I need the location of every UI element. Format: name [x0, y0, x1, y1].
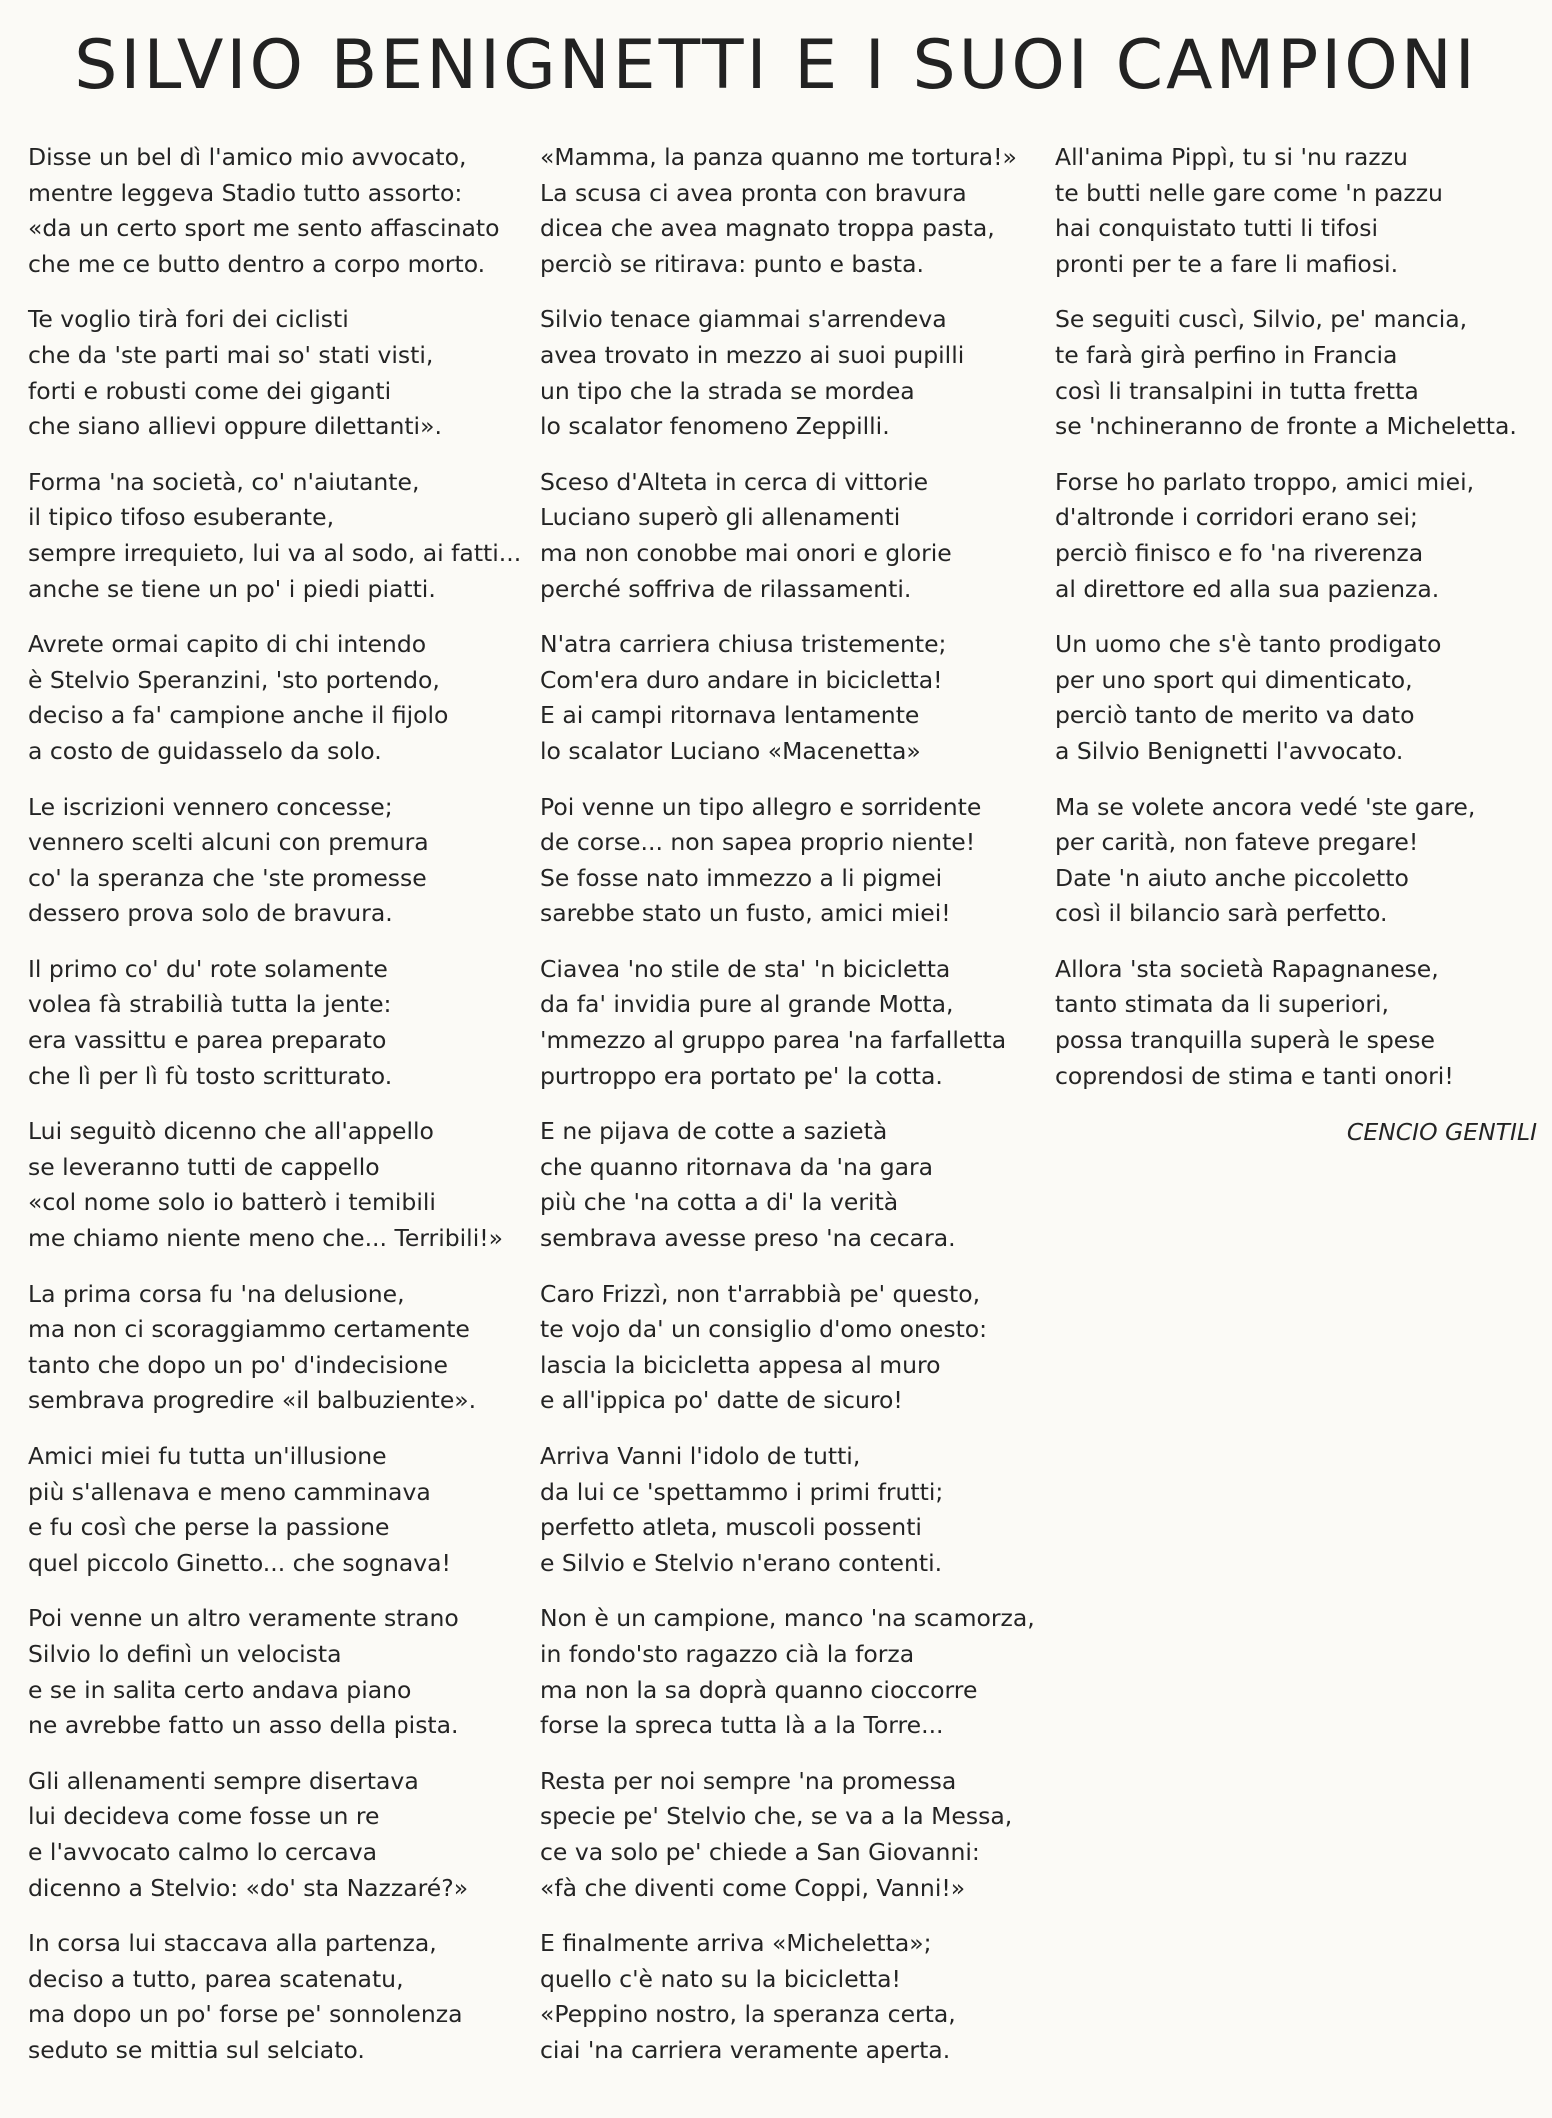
verse-line: un tipo che la strada se mordea — [540, 376, 915, 405]
stanza — [540, 1764, 1050, 1906]
verse-line: per uno sport qui dimenticato, — [1055, 665, 1413, 694]
verse-line: «Mamma, la panza quanno me tortura!» — [540, 143, 1017, 171]
verse-line: Com'era duro andare in bicicletta! — [540, 665, 943, 694]
verse-line: sempre irrequieto, lui va al sodo, ai fatti... — [28, 538, 522, 567]
verse-line: deciso a tutto, parea scatenatu, — [28, 1964, 404, 1993]
verse-line: E ai campi ritornava lentamente — [540, 701, 920, 730]
stanza — [1055, 952, 1545, 1094]
verse-line: da fa' invidia pure al grande Motta, — [540, 990, 954, 1019]
verse-line: «Peppino nostro, la speranza certa, — [540, 2000, 956, 2029]
verse-line: tanto stimata da li superiori, — [1055, 990, 1389, 1019]
verse-line: mentre leggeva Stadio tutto assorto: — [28, 178, 463, 207]
verse-line: che quanno ritornava da 'na gara — [540, 1152, 934, 1181]
verse-line: lo scalator Luciano «Macenetta» — [540, 736, 921, 765]
verse-line: ne avrebbe fatto un asso della pista. — [28, 1711, 459, 1740]
verse-line: a Silvio Benignetti l'avvocato. — [1055, 736, 1404, 765]
verse-line: ma non la sa doprà quanno cioccorre — [540, 1675, 978, 1704]
verse-line: dicenno a Stelvio: «do' sta Nazzaré?» — [28, 1873, 469, 1902]
verse-line: te butti nelle gare come 'n pazzu — [1055, 178, 1443, 207]
verse-line: Se fosse nato immezzo a li pigmei — [540, 863, 943, 892]
verse-line: La prima corsa fu 'na delusione, — [28, 1279, 405, 1308]
verse-line: che me ce butto dentro a corpo morto. — [28, 249, 486, 278]
verse-line: e fu così che perse la passione — [28, 1513, 390, 1542]
verse-line: forse la spreca tutta là a la Torre... — [540, 1711, 944, 1740]
verse-line: che siano allievi oppure dilettanti». — [28, 412, 442, 441]
page-title: SILVIO BENIGNETTI E I SUOI CAMPIONI — [74, 26, 1478, 105]
verse-line: così il bilancio sarà perfetto. — [1055, 899, 1388, 928]
verse-line: Gli allenamenti sempre disertava — [28, 1766, 419, 1795]
verse-line: Luciano superò gli allenamenti — [540, 503, 901, 532]
verse-line: Forma 'na società, co' n'aiutante, — [28, 467, 420, 496]
stanza — [28, 140, 528, 282]
verse-line: Arriva Vanni l'idolo de tutti, — [540, 1442, 861, 1470]
stanza — [28, 1439, 528, 1581]
verse-line: anche se tiene un po' i piedi piatti. — [28, 574, 436, 603]
verse-line: per carità, non fateve pregare! — [1055, 828, 1419, 857]
stanza — [28, 1764, 528, 1906]
verse-line: coprendosi de stima e tanti onori! — [1055, 1061, 1454, 1090]
verse-line: perciò tanto de merito va dato — [1055, 701, 1415, 730]
stanza — [540, 1114, 1050, 1256]
verse-line: te vojo da' un consiglio d'omo onesto: — [540, 1315, 988, 1344]
verse-line: Allora 'sta società Rapagnanese, — [1055, 954, 1439, 983]
poem-column-3-stanzas — [1055, 140, 1545, 1094]
stanza — [28, 1926, 528, 2068]
verse-line: quel piccolo Ginetto... che sognava! — [28, 1548, 451, 1577]
stanza — [540, 302, 1050, 444]
verse-line: Ma se volete ancora vedé 'ste gare, — [1055, 792, 1476, 821]
verse-line: Il primo co' du' rote solamente — [28, 954, 388, 983]
verse-line: «fà che diventi come Coppi, Vanni!» — [540, 1873, 966, 1902]
verse-line: «col nome solo io batterò i temibili — [28, 1188, 436, 1217]
verse-line: da lui ce 'spettammo i primi frutti; — [540, 1477, 944, 1506]
verse-line: a costo de guidasselo da solo. — [28, 736, 382, 765]
verse-line: Ciavea 'no stile de sta' 'n bicicletta — [540, 954, 951, 983]
stanza — [540, 627, 1050, 769]
verse-line: che lì per lì fù tosto scritturato. — [28, 1061, 393, 1090]
verse-line: perfetto atleta, muscoli possenti — [540, 1513, 922, 1542]
verse-line: vennero scelti alcuni con premura — [28, 828, 429, 857]
verse-line: se 'nchineranno de fronte a Micheletta. — [1055, 412, 1517, 441]
verse-line: il tipico tifoso esuberante, — [28, 503, 335, 532]
verse-line: è Stelvio Speranzini, 'sto portendo, — [28, 665, 440, 694]
verse-line: Resta per noi sempre 'na promessa — [540, 1766, 957, 1795]
verse-line: ma non conobbe mai onori e glorie — [540, 538, 952, 567]
verse-line: Silvio lo definì un velocista — [28, 1639, 342, 1668]
verse-line: tanto che dopo un po' d'indecisione — [28, 1350, 448, 1379]
stanza — [540, 140, 1050, 282]
stanza — [28, 1277, 528, 1419]
stanza — [28, 790, 528, 932]
verse-line: in fondo'sto ragazzo cià la forza — [540, 1639, 915, 1668]
verse-line: perciò se ritirava: punto e basta. — [540, 249, 925, 278]
verse-line: Forse ho parlato troppo, amici miei, — [1055, 467, 1475, 496]
verse-line: Caro Frizzì, non t'arrabbià pe' questo, — [540, 1279, 981, 1308]
stanza — [28, 1601, 528, 1743]
verse-line: sarebbe stato un fusto, amici miei! — [540, 899, 951, 928]
verse-line: perciò finisco e fo 'na riverenza — [1055, 538, 1424, 567]
stanza — [540, 1439, 1050, 1581]
verse-line: Un uomo che s'è tanto prodigato — [1055, 630, 1442, 659]
verse-line: Poi venne un altro veramente strano — [28, 1604, 459, 1633]
verse-line: «da un certo sport me sento affascinato — [28, 214, 500, 243]
stanza — [540, 952, 1050, 1094]
stanza — [540, 465, 1050, 607]
stanza — [540, 1277, 1050, 1419]
stanza — [28, 952, 528, 1094]
verse-line: dessero prova solo de bravura. — [28, 899, 393, 928]
verse-line: seduto se mittia sul selciato. — [28, 2035, 365, 2064]
poem-column-3 — [1055, 140, 1545, 1150]
verse-line: lui decideva come fosse un re — [28, 1802, 380, 1831]
verse-line: te farà girà perfino in Francia — [1055, 340, 1398, 369]
verse-line: Silvio tenace giammai s'arrendeva — [540, 305, 947, 334]
stanza — [1055, 302, 1545, 444]
verse-line: de corse... non sapea proprio niente! — [540, 828, 976, 857]
verse-line: quello c'è nato su la bicicletta! — [540, 1964, 901, 1993]
stanza — [1055, 627, 1545, 769]
stanza — [28, 302, 528, 444]
verse-line: pronti per te a fare li mafiosi. — [1055, 249, 1399, 278]
verse-line: ce va solo pe' chiede a San Giovanni: — [540, 1837, 980, 1866]
verse-line: All'anima Pippì, tu si 'nu razzu — [1055, 143, 1408, 171]
verse-line: La scusa ci avea pronta con bravura — [540, 178, 967, 207]
verse-line: d'altronde i corridori erano sei; — [1055, 503, 1418, 532]
verse-line: 'mmezzo al gruppo parea 'na farfalletta — [540, 1026, 1007, 1055]
verse-line: Avrete ormai capito di chi intendo — [28, 630, 427, 659]
verse-line: più s'allenava e meno camminava — [28, 1477, 431, 1506]
verse-line: ma dopo un po' forse pe' sonnolenza — [28, 2000, 463, 2029]
verse-line: E finalmente arriva «Micheletta»; — [540, 1929, 932, 1958]
verse-line: purtroppo era portato pe' la cotta. — [540, 1061, 943, 1090]
verse-line: Poi venne un tipo allegro e sorridente — [540, 792, 982, 821]
verse-line: Disse un bel dì l'amico mio avvocato, — [28, 143, 467, 171]
verse-line: se leveranno tutti de cappello — [28, 1152, 380, 1181]
verse-line: e all'ippica po' datte de sicuro! — [540, 1386, 903, 1415]
stanza — [28, 627, 528, 769]
verse-line: ciai 'na carriera veramente aperta. — [540, 2035, 951, 2064]
verse-line: lo scalator fenomeno Zeppilli. — [540, 412, 890, 441]
verse-line: Se seguiti cuscì, Silvio, pe' mancia, — [1055, 305, 1468, 334]
author-signature: CENCIO GENTILI — [1346, 1118, 1537, 1147]
poem-column-1 — [28, 140, 528, 2089]
verse-line: che da 'ste parti mai so' stati visti, — [28, 340, 434, 369]
verse-line: possa tranquilla superà le spese — [1055, 1026, 1435, 1055]
stanza — [540, 1926, 1050, 2068]
verse-line: avea trovato in mezzo ai suoi pupilli — [540, 340, 965, 369]
verse-line: N'atra carriera chiusa tristemente; — [540, 630, 947, 659]
verse-line: specie pe' Stelvio che, se va a la Messa, — [540, 1802, 1013, 1831]
verse-line: forti e robusti come dei giganti — [28, 376, 392, 405]
stanza — [28, 465, 528, 607]
verse-line: sembrava avesse preso 'na cecara. — [540, 1224, 956, 1253]
verse-line: hai conquistato tutti li tifosi — [1055, 214, 1378, 243]
verse-line: Lui seguitò dicenno che all'appello — [28, 1117, 434, 1146]
verse-line: al direttore ed alla sua pazienza. — [1055, 574, 1440, 603]
verse-line: e se in salita certo andava piano — [28, 1675, 412, 1704]
verse-line: ma non ci scoraggiammo certamente — [28, 1315, 470, 1344]
verse-line: In corsa lui staccava alla partenza, — [28, 1929, 437, 1958]
stanza — [540, 1601, 1050, 1743]
verse-line: più che 'na cotta a di' la verità — [540, 1188, 899, 1217]
stanza — [1055, 140, 1545, 282]
verse-line: Date 'n aiuto anche piccoletto — [1055, 863, 1409, 892]
verse-line: perché soffriva de rilassamenti. — [540, 574, 912, 603]
verse-line: e l'avvocato calmo lo cercava — [28, 1837, 378, 1866]
stanza — [1055, 790, 1545, 932]
verse-line: così li transalpini in tutta fretta — [1055, 376, 1419, 405]
verse-line: Le iscrizioni vennero concesse; — [28, 792, 393, 821]
stanza — [1055, 465, 1545, 607]
verse-line: dicea che avea magnato troppa pasta, — [540, 214, 995, 243]
verse-line: Te voglio tirà fori dei ciclisti — [28, 305, 349, 334]
verse-line: E ne pijava de cotte a sazietà — [540, 1117, 888, 1146]
verse-line: deciso a fa' campione anche il fijolo — [28, 701, 449, 730]
verse-line: lascia la bicicletta appesa al muro — [540, 1350, 941, 1379]
poem-column-2 — [540, 140, 1050, 2089]
verse-line: Sceso d'Alteta in cerca di vittorie — [540, 467, 929, 496]
verse-line: me chiamo niente meno che... Terribili!» — [28, 1224, 504, 1253]
verse-line: era vassittu e parea preparato — [28, 1026, 387, 1055]
verse-line: co' la speranza che 'ste promesse — [28, 863, 427, 892]
stanza — [540, 790, 1050, 932]
stanza — [28, 1114, 528, 1256]
verse-line: volea fà strabilià tutta la jente: — [28, 990, 392, 1019]
verse-line: sembrava progredire «il balbuziente». — [28, 1386, 477, 1415]
verse-line: Non è un campione, manco 'na scamorza, — [540, 1604, 1035, 1633]
verse-line: Amici miei fu tutta un'illusione — [28, 1442, 387, 1470]
verse-line: e Silvio e Stelvio n'erano contenti. — [540, 1548, 943, 1577]
